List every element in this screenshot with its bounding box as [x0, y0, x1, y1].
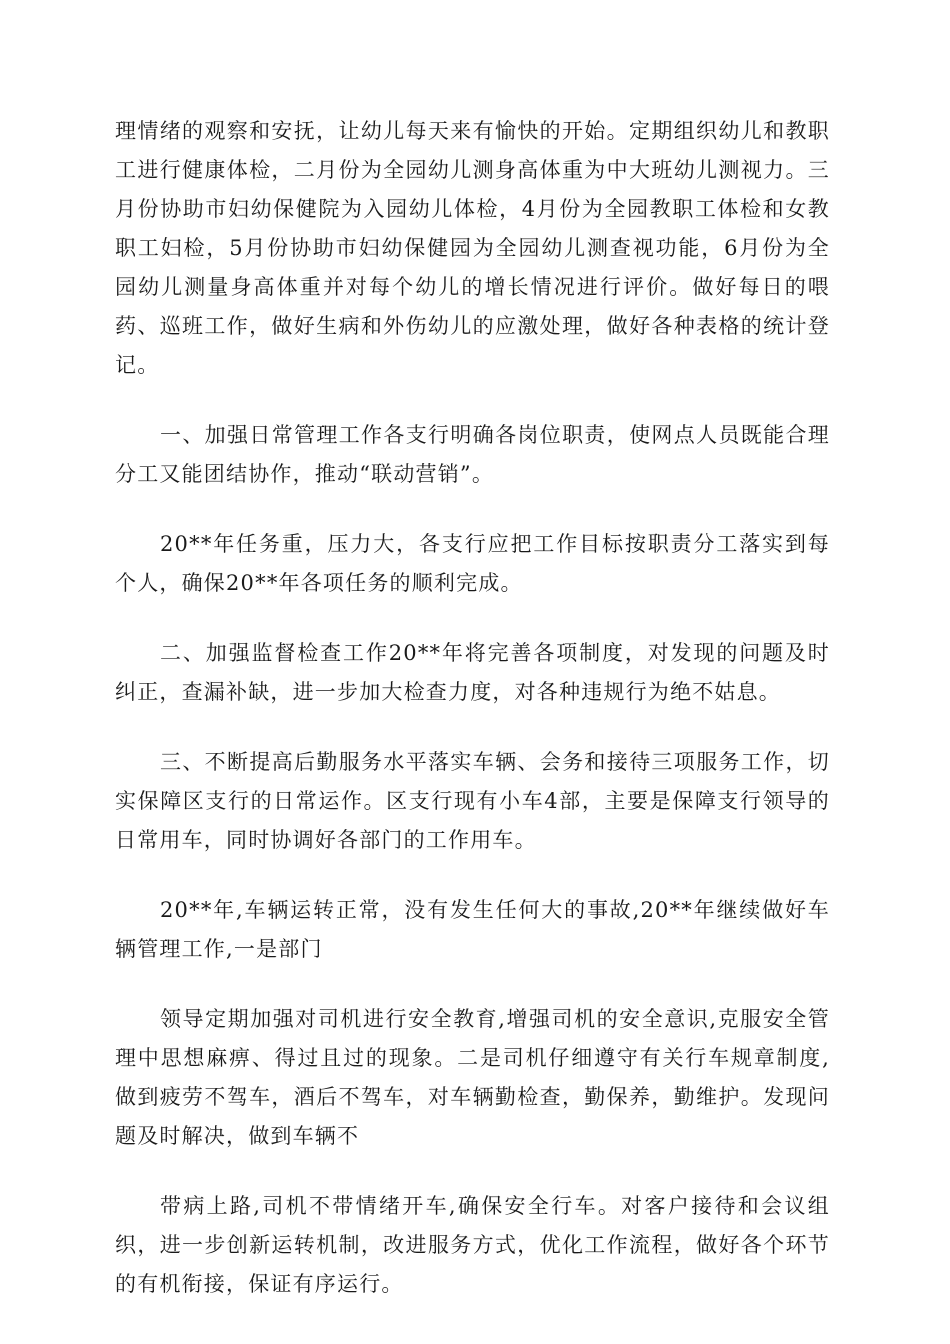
paragraph-health-checks: 理情绪的观察和安抚，让幼儿每天来有愉快的开始。定期组织幼儿和教职工进行健康体检，二月份为全园幼儿测身高体重为中大班幼儿测视力。三月份协助市妇幼保健院为入园幼儿体检，4月份为全园教职工体检和女教职工妇检，5月份协助市妇幼保健园为全园幼儿测查视功能，6月份为全园幼儿测量身高体重并对每个幼儿的增长情况进行评价。做好每日的喂药、巡班工作，做好生病和外伤幼儿的应激处理，做好各种表格的统计登记。 [115, 119, 830, 377]
paragraph-logistics: 三、不断提高后勤服务水平落实车辆、会务和接待三项服务工作，切实保障区支行的日常运作。区支行现有小车4部，主要是保障支行领导的日常用车，同时协调好各部门的工作用车。 [115, 750, 830, 852]
document-body [115, 112, 830, 1335]
paragraph-vehicle-operation: 20**年,车辆运转正常，没有发生任何大的事故,20**年继续做好车辆管理工作,一是部门 [115, 898, 830, 961]
paragraph-supervision: 二、加强监督检查工作20**年将完善各项制度，对发现的问题及时纠正，查漏补缺，进一步加大检查力度，对各种违规行为绝不姑息。 [115, 641, 830, 704]
paragraph-daily-management: 一、加强日常管理工作各支行明确各岗位职责，使网点人员既能合理分工又能团结协作，推动“联动营销”。 [115, 423, 830, 486]
paragraph-driver-safety: 领导定期加强对司机进行安全教育,增强司机的安全意识,克服安全管理中思想麻痹、得过且过的现象。二是司机仔细遵守有关行车规章制度,做到疲劳不驾车，酒后不驾车，对车辆勤检查，勤保养，勤维护。发现问题及时解决，做到车辆不 [115, 1007, 830, 1148]
paragraph-annual-tasks: 20**年任务重，压力大，各支行应把工作目标按职责分工落实到每个人，确保20**年各项任务的顺利完成。 [115, 532, 830, 595]
paragraph-reception: 带病上路,司机不带情绪开车,确保安全行车。对客户接待和会议组织，进一步创新运转机制，改进服务方式，优化工作流程，做好各个环节的有机衔接，保证有序运行。 [115, 1194, 830, 1296]
